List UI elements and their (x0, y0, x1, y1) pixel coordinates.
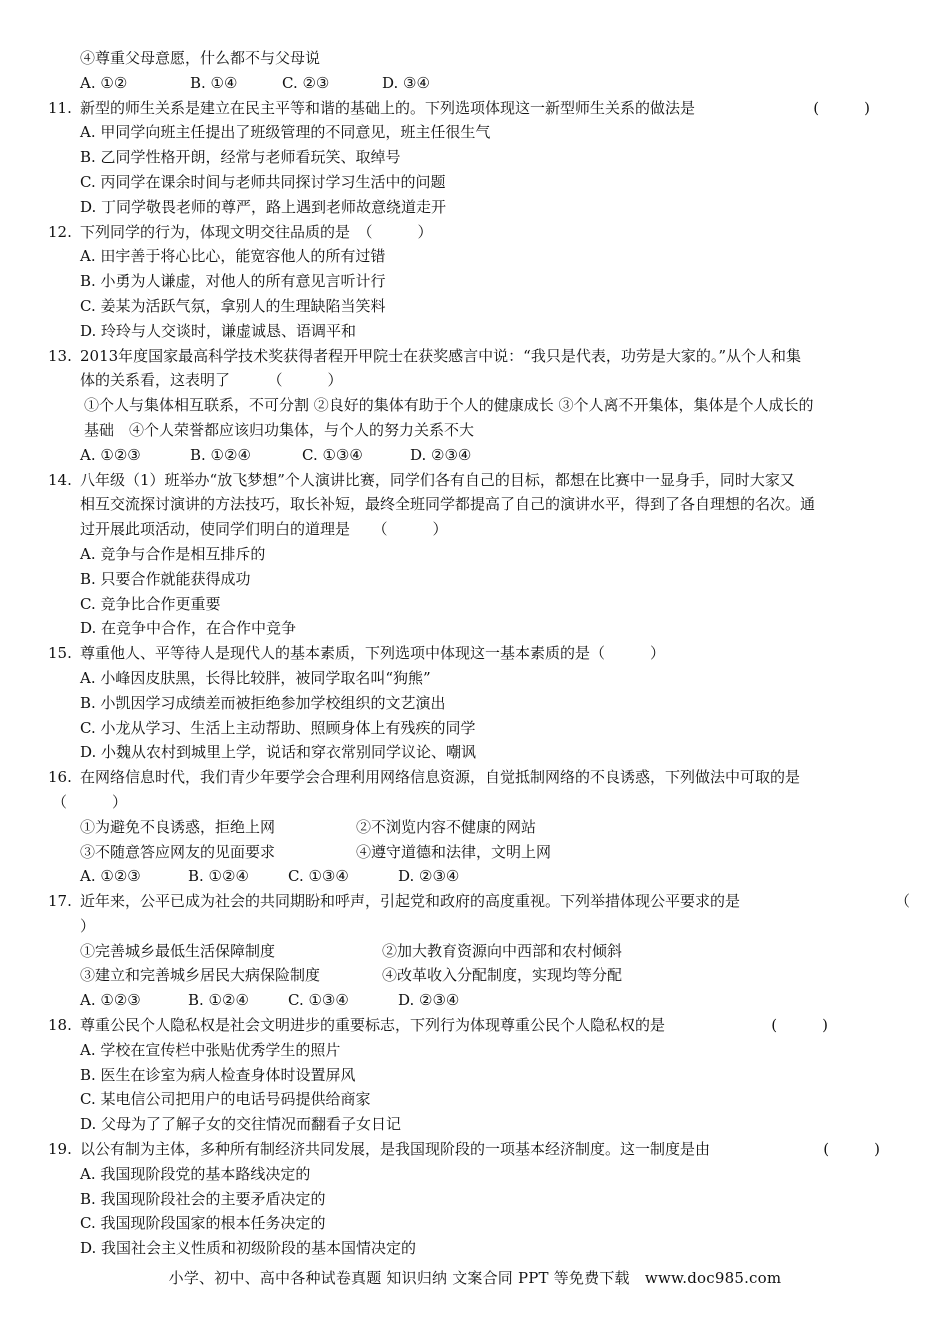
q13-option-a: A. ①②③ (80, 445, 141, 464)
q14-option-b: B. 只要合作就能获得成功 (80, 569, 251, 588)
question-18 (0, 1013, 950, 1038)
question-number: 15. (48, 644, 72, 663)
question-number: 11. (48, 98, 72, 117)
question-12 (0, 220, 950, 245)
q12-option-d: D. 玲玲与人交谈时，谦虚诚恳、语调平和 (80, 321, 357, 340)
question-11 (0, 96, 950, 121)
question-number: 18. (48, 1016, 72, 1035)
question-stem (80, 889, 908, 914)
q17-option-b: B. ①②④ (188, 991, 249, 1010)
q17-statement-2: ②加大教育资源向中西部和农村倾斜 (382, 941, 623, 960)
q11-option-a: A. 甲同学向班主任提出了班级管理的不同意见，班主任很生气 (80, 123, 491, 142)
answer-paren: ( ) (771, 1016, 828, 1035)
question-number: 16. (48, 768, 72, 787)
question-stem (80, 1013, 908, 1038)
q19-option-d: D. 我国社会主义性质和初级阶段的基本国情决定的 (80, 1239, 417, 1258)
q12-option-c: C. 姜某为活跃气氛，拿别人的生理缺陷当笑料 (80, 296, 386, 315)
question-number: 13. (48, 346, 72, 365)
q10-option-b: B. ①④ (190, 73, 238, 92)
q10-option-c: C. ②③ (282, 73, 330, 92)
question-13 (0, 344, 950, 369)
q19-option-a: A. 我国现阶段党的基本路线决定的 (80, 1164, 311, 1183)
page-footer: 小学、初中、高中各种试卷真题 知识归纳 文案合同 PPT 等免费下载 www.doc985.com (168, 1269, 782, 1287)
q10-option-a: A. ①② (80, 73, 128, 92)
question-stem: 2013年度国家最高科学技术奖获得者程开甲院士在获奖感言中说：“我只是代表，功劳是大家的。”从个人和集 (80, 346, 802, 365)
q14-option-c: C. 竞争比合作更重要 (80, 594, 221, 613)
question-16 (0, 765, 950, 790)
q16-option-b: B. ①②④ (188, 867, 249, 886)
q16-option-a: A. ①②③ (80, 867, 141, 886)
q17-statements-row-1 (0, 939, 950, 964)
q17-statement-1: ①完善城乡最低生活保障制度 (80, 941, 276, 960)
q11-option-d: D. 丁同学敬畏老师的尊严，路上遇到老师故意绕道走开 (80, 197, 447, 216)
q10-options (0, 71, 950, 96)
q16-statement-4: ④遵守道德和法律，文明上网 (356, 842, 552, 861)
question-stem: 在网络信息时代，我们青少年要学会合理利用网络信息资源，自觉抵制网络的不良诱惑，下列做法中可取的是 (80, 768, 801, 787)
q10-option-d: D. ③④ (382, 73, 430, 92)
stem-text: 近年来，公平已成为社会的共同期盼和呼声，引起党和政府的高度重视。下列举措体现公平要求的是 (80, 892, 741, 911)
question-number: 17. (48, 892, 72, 911)
q13-options (0, 443, 950, 468)
q17-option-a: A. ①②③ (80, 991, 141, 1010)
stem-text: 新型的师生关系是建立在民主平等和谐的基础上的。下列选项体现这一新型师生关系的做法是 (80, 98, 696, 117)
q13-statements-cont: 基础 ④个人荣誉都应该归功集体，与个人的努力关系不大 (84, 420, 475, 439)
q16-statements-row-2 (0, 840, 950, 865)
q14-option-a: A. 竞争与合作是相互排斥的 (80, 544, 266, 563)
stem-text: 尊重公民个人隐私权是社会文明进步的重要标志，下列行为体现尊重公民个人隐私权的是 (80, 1016, 666, 1035)
question-stem: 八年级（1）班举办“放飞梦想”个人演讲比赛，同学们各有自己的目标，都想在比赛中一显身手，同时大家又 (80, 470, 795, 489)
answer-paren: ( ) (823, 1140, 880, 1159)
q13-option-c: C. ①③④ (302, 445, 363, 464)
q18-option-a: A. 学校在宣传栏中张贴优秀学生的照片 (80, 1040, 341, 1059)
stem-text: 以公有制为主体，多种所有制经济共同发展，是我国现阶段的一项基本经济制度。这一制度是由 (80, 1140, 711, 1159)
q18-option-b: B. 医生在诊室为病人检查身体时设置屏风 (80, 1065, 356, 1084)
q17-option-d: D. ②③④ (398, 991, 460, 1010)
q11-option-c: C. 丙同学在课余时间与老师共同探讨学习生活中的问题 (80, 172, 446, 191)
question-19 (0, 1137, 950, 1162)
q19-option-b: B. 我国现阶段社会的主要矛盾决定的 (80, 1189, 326, 1208)
q12-option-b: B. 小勇为人谦虚，对他人的所有意见言听计行 (80, 272, 386, 291)
question-stem: 下列同学的行为，体现文明交往品质的是 （ ） (80, 222, 433, 241)
q17-options (0, 988, 950, 1013)
q16-answer-paren: （ ） (52, 792, 128, 811)
q16-statement-2: ②不浏览内容不健康的网站 (356, 817, 537, 836)
answer-paren-open: （ (894, 892, 910, 911)
q15-option-d: D. 小魏从农村到城里上学，说话和穿衣常别同学议论、嘲讽 (80, 743, 477, 762)
q13-stem-cont: 体的关系看，这表明了 （ ） (80, 371, 343, 390)
question-number: 19. (48, 1140, 72, 1159)
q16-options (0, 864, 950, 889)
q10-statement-4: ④尊重父母意愿，什么都不与父母说 (80, 49, 321, 67)
q13-option-b: B. ①②④ (190, 445, 251, 464)
q17-statements-row-2 (0, 963, 950, 988)
q16-option-c: C. ①③④ (288, 867, 349, 886)
question-number: 14. (48, 470, 72, 489)
exam-content (0, 46, 950, 1261)
question-17 (0, 889, 950, 914)
q17-statement-4: ④改革收入分配制度，实现均等分配 (382, 966, 623, 985)
q14-option-d: D. 在竞争中合作，在合作中竞争 (80, 619, 297, 638)
answer-paren: ( ) (813, 98, 870, 117)
q16-option-d: D. ②③④ (398, 867, 460, 886)
q14-stem-cont-2: 过开展此项活动，使同学们明白的道理是 （ ） (80, 520, 448, 539)
question-14 (0, 468, 950, 493)
q16-statement-1: ①为避免不良诱惑，拒绝上网 (80, 817, 276, 836)
question-15 (0, 641, 950, 666)
q15-option-a: A. 小峰因皮肤黑，长得比较胖，被同学取名叫“狗熊” (80, 668, 431, 687)
q15-option-b: B. 小凯因学习成绩差而被拒绝参加学校组织的文艺演出 (80, 693, 446, 712)
question-stem (80, 96, 908, 121)
question-stem: 尊重他人、平等待人是现代人的基本素质，下列选项中体现这一基本素质的是（ ） (80, 644, 666, 663)
question-stem (80, 1137, 908, 1162)
q13-option-d: D. ②③④ (410, 445, 472, 464)
q13-statements: ①个人与集体相互联系，不可分割 ②良好的集体有助于个人的健康成长 ③个人离不开集体，集体是个人成长的 (84, 396, 814, 415)
q18-option-c: C. 某电信公司把用户的电话号码提供给商家 (80, 1090, 371, 1109)
q19-option-c: C. 我国现阶段国家的根本任务决定的 (80, 1214, 326, 1233)
q17-statement-3: ③建立和完善城乡居民大病保险制度 (80, 966, 321, 985)
q12-option-a: A. 田宇善于将心比心，能宽容他人的所有过错 (80, 247, 386, 266)
q15-option-c: C. 小龙从学习、生活上主动帮助、照顾身体上有残疾的同学 (80, 718, 476, 737)
q18-option-d: D. 父母为了了解子女的交往情况而翻看子女日记 (80, 1115, 402, 1134)
q16-statements-row-1 (0, 815, 950, 840)
question-number: 12. (48, 222, 72, 241)
q16-statement-3: ③不随意答应网友的见面要求 (80, 842, 276, 861)
q17-answer-paren-close: ） (80, 916, 96, 935)
q17-option-c: C. ①③④ (288, 991, 349, 1010)
q11-option-b: B. 乙同学性格开朗，经常与老师看玩笑、取绰号 (80, 148, 401, 167)
q14-stem-cont-1: 相互交流探讨演讲的方法技巧，取长补短，最终全班同学都提高了自己的演讲水平，得到了各自理想的名次。通 (80, 495, 816, 514)
